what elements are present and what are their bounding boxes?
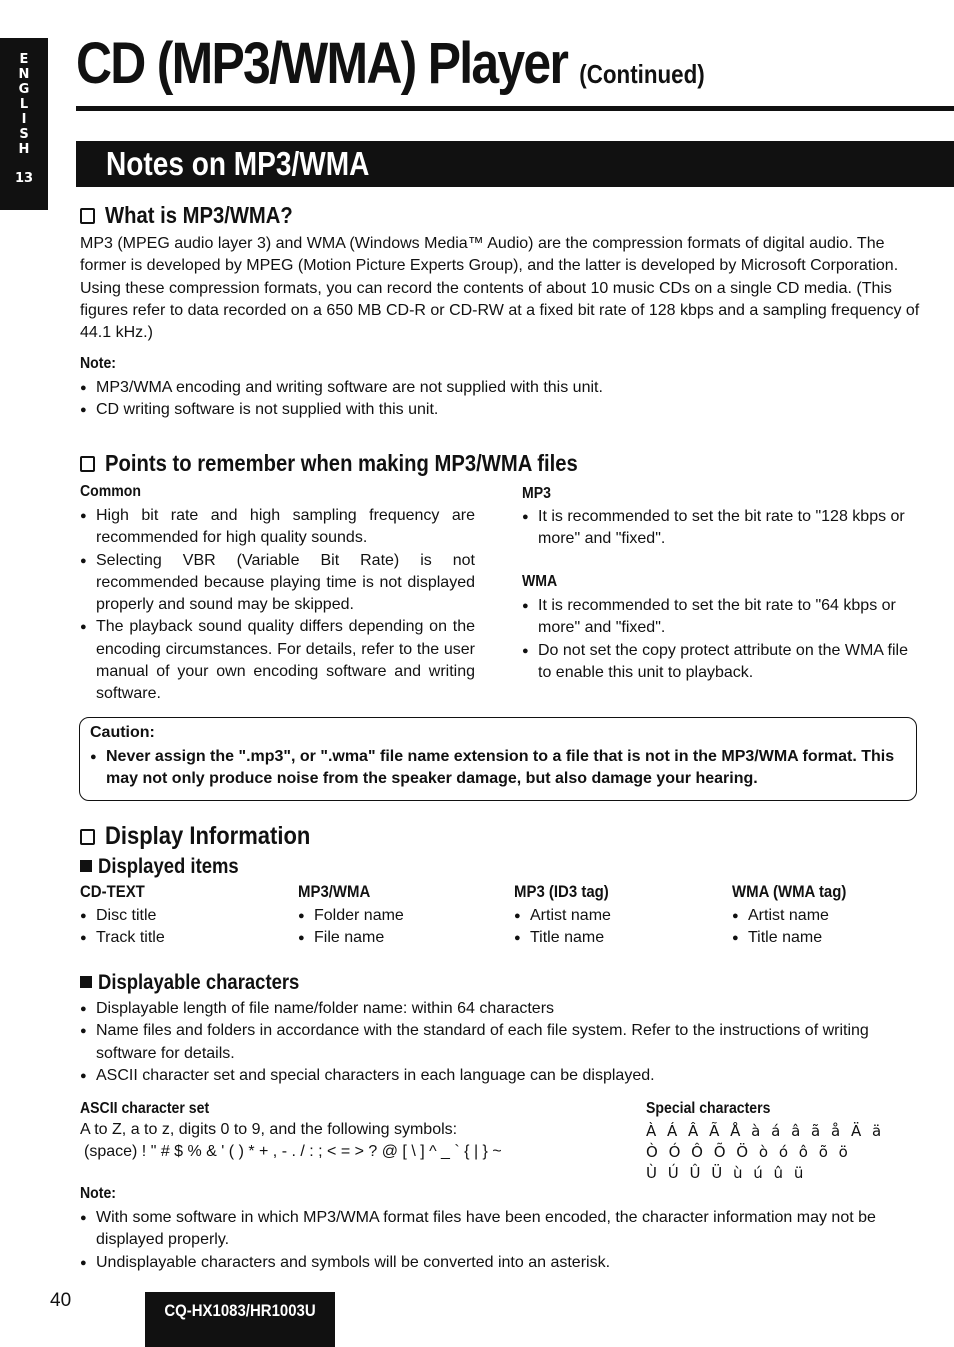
what-is-notes [80,377,900,422]
language-tab [0,38,48,210]
page-title: CD (MP3/WMA) Player (Continued) [76,31,705,96]
wma-list [522,595,922,684]
list-item: ● CD writing software is not supplied with this unit. [80,399,900,421]
mp3-list [522,506,922,551]
list-item: ● Selecting VBR (Variable Bit Rate) is not recommended because playing time is not displayed properly and sound may be skipped. [80,550,475,617]
list-item: ● ASCII character set and special characters in each language can be displayed. [80,1065,920,1087]
ascii-symbols: (space) ! " # $ % & ' ( ) * + , - . / : ; < = > ? @ [ \ ] ^ _ ` { | } ~ [84,1143,502,1160]
page-number: 40 [50,1290,72,1311]
mp3wma-items [298,905,498,950]
id3-items [514,905,714,950]
list-item: ● Undisplayable characters and symbols will be converted into an asterisk. [80,1252,920,1274]
displayable-list [80,998,920,1087]
special-chars-row-o: Ò Ó Ô Õ Ö ò ó ô õ ö [646,1143,851,1161]
wma-tag-items [732,905,932,950]
language-letters: E N G L I S H [18,52,30,157]
display-info-heading: Display Information [80,822,338,851]
column-title-id3: MP3 (ID3 tag) [514,882,609,901]
list-item: ● It is recommended to set the bit rate to "64 kbps or more" and "fixed". [522,595,922,640]
checkbox-icon [80,208,95,224]
list-item: ● Track title [80,927,280,949]
displayable-chars-heading: Displayable characters [80,971,327,995]
list-item: ● Disc title [80,905,280,927]
list-item: ● Name files and folders in accordance with the standard of each file system. Refer to the instructions of writing software for details. [80,1020,920,1065]
section-banner: Notes on MP3/WMA [76,141,954,187]
list-item: ● File name [298,927,498,949]
square-bullet-icon [80,860,92,872]
list-item: ● High bit rate and high sampling frequency are recommended for high quality sounds. [80,505,475,550]
checkbox-icon [80,456,95,472]
square-bullet-icon [80,976,92,988]
list-item: ● Artist name [514,905,714,927]
column-title-cd-text: CD-TEXT [80,882,145,901]
what-is-paragraph: MP3 (MPEG audio layer 3) and WMA (Windows Media™ Audio) are the compression formats of digital audio. The former is developed by MPEG (Motion Picture Experts Group), and the latter is developed by Microsoft Corporation. Using these compression formats, you can record the contents of about 10 music CDs on a single CD media. (This figures refer to data recorded on a 650 MB CD-R or CD-RW at a fixed bit rate of 128 kbps and a sampling frequency of 44.1 kHz.) [80,235,920,342]
common-label: Common [80,483,142,500]
column-title-mp3wma: MP3/WMA [298,882,371,901]
list-item: ● MP3/WMA encoding and writing software are not supplied with this unit. [80,377,900,399]
cd-text-items [80,905,280,950]
displayed-items-heading: Displayed items [80,855,258,879]
list-item: ● Do not set the copy protect attribute on the WMA file to enable this unit to playback. [522,640,922,685]
list-item: ● Artist name [732,905,932,927]
list-item: ● Displayable length of file name/folder name: within 64 characters [80,998,920,1020]
mp3-label: MP3 [522,485,551,502]
continued-label: (Continued) [579,59,705,89]
caution-text: ● Never assign the ".mp3", or ".wma" file name extension to a file that is not in the MP3/WMA format. This may not only produce noise from the speaker damage, but also damage your hearing. [90,746,906,790]
caution-label: Caution: [90,724,155,741]
list-item: ● It is recommended to set the bit rate to "128 kbps or more" and "fixed". [522,506,922,551]
list-item: ● Title name [732,927,932,949]
ascii-label: ASCII character set [80,1100,210,1117]
wma-label: WMA [522,573,558,590]
caution-box [79,717,917,801]
list-item: ● Folder name [298,905,498,927]
common-list [80,505,475,706]
points-heading: Points to remember when making MP3/WMA files [80,450,642,477]
what-is-heading: What is MP3/WMA? [80,202,318,229]
title-rule [76,106,954,111]
column-title-wma-tag: WMA (WMA tag) [732,882,847,901]
note-label-2: Note: [80,1185,116,1202]
list-item: ● With some software in which MP3/WMA format files have been encoded, the character information may not be displayed properly. [80,1207,920,1252]
section-number: 13 [14,171,34,186]
ascii-description: A to Z, a to z, digits 0 to 9, and the following symbols: [80,1121,458,1138]
display-notes [80,1207,920,1274]
special-chars-row-u: Ù Ú Û Ü ù ú û ü [646,1164,807,1182]
model-number: CQ-HX1083/HR1003U [145,1292,335,1347]
special-chars-row-a: À Á Â Ã Å à á â ã å Ä ä [646,1122,885,1140]
special-label: Special characters [646,1100,771,1117]
list-item: ● Title name [514,927,714,949]
note-label: Note: [80,355,116,372]
list-item: ● The playback sound quality differs depending on the encoding circumstances. For details, refer to the user manual of your own encoding software and writing software. [80,616,475,705]
checkbox-icon [80,829,95,845]
